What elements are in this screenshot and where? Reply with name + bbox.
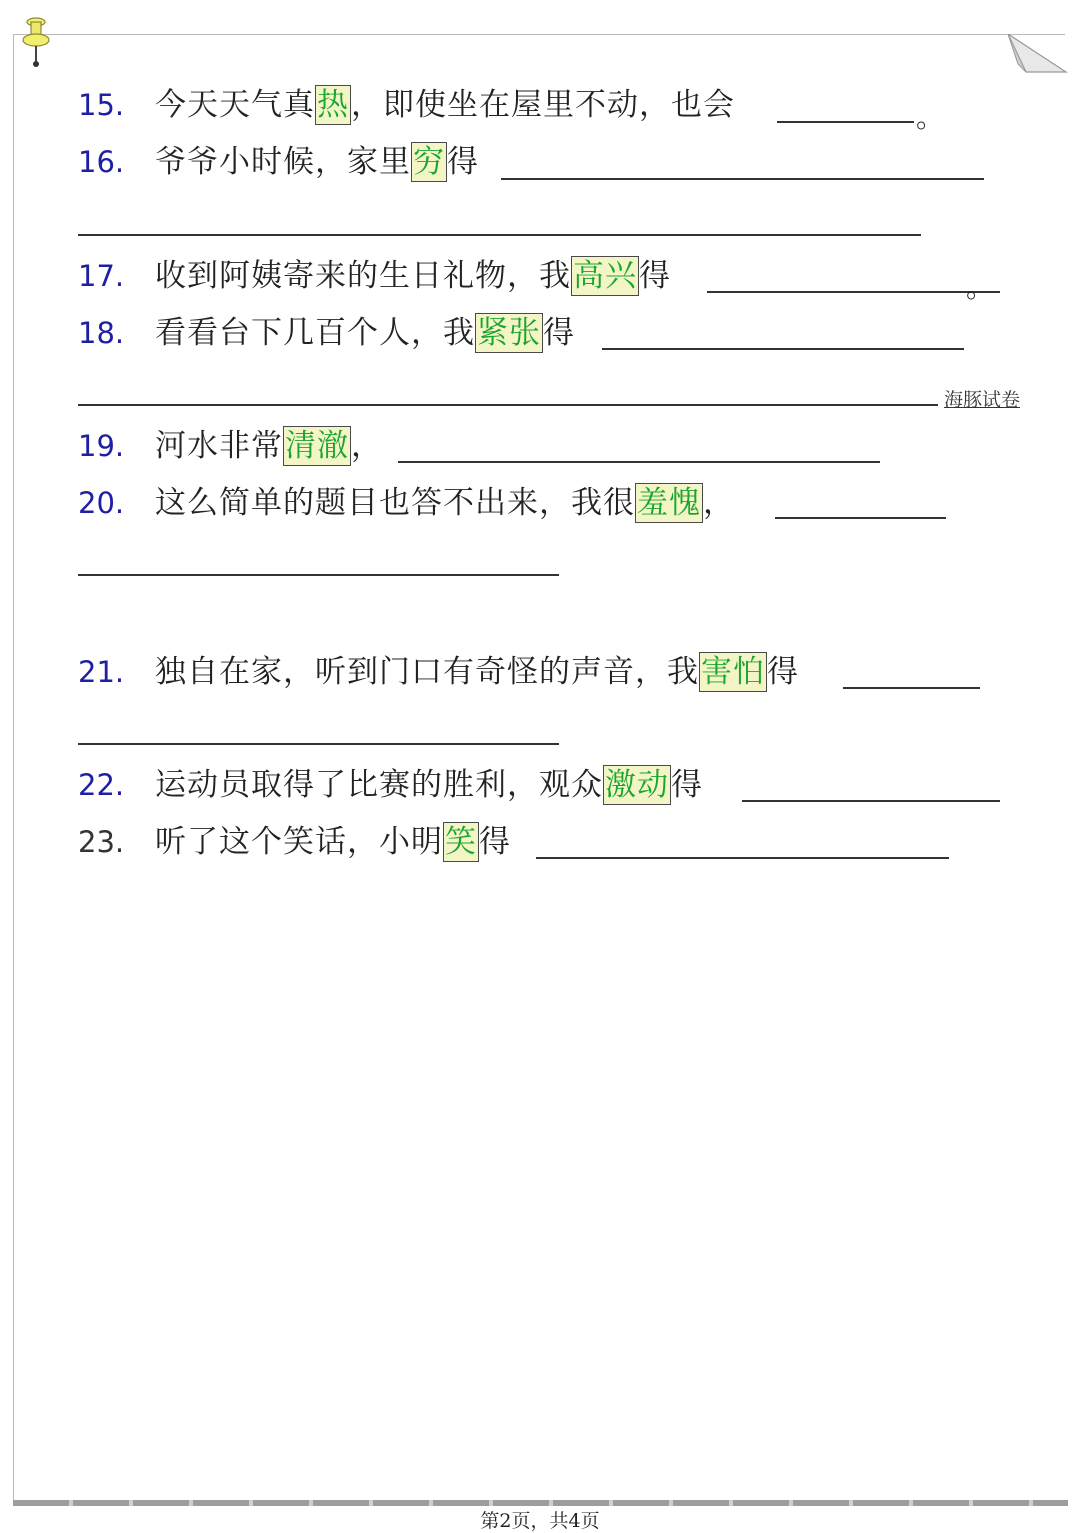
answer-blank[interactable] [775, 517, 946, 519]
question-number: 15. [78, 88, 125, 122]
question-text: 今天天气真热，即使坐在屋里不动，也会 [155, 87, 735, 123]
question-text: 运动员取得了比赛的胜利，观众激动得 [155, 767, 703, 803]
answer-blank[interactable] [78, 574, 559, 576]
question-20 [0, 480, 1080, 526]
answer-blank[interactable] [777, 121, 914, 123]
answer-blank[interactable] [78, 743, 559, 745]
answer-blank[interactable] [602, 348, 964, 350]
question-end-mark: 。 [966, 271, 995, 304]
answer-blank[interactable] [398, 461, 880, 463]
question-end-mark: 。 [916, 101, 945, 134]
question-text: 河水非常清澈， [155, 428, 383, 464]
keyword-highlight: 害怕 [701, 654, 765, 690]
question-number: 20. [78, 486, 125, 520]
keyword-highlight: 紧张 [477, 315, 541, 351]
answer-blank[interactable] [843, 687, 980, 689]
question-number: 18. [78, 316, 125, 350]
question-number: 21. [78, 655, 125, 689]
answer-blank[interactable] [707, 291, 1000, 293]
question-number: 23. [78, 825, 125, 859]
question-text: 这么简单的题目也答不出来，我很羞愧， [155, 485, 735, 521]
question-text: 爷爷小时候，家里穷得 [155, 144, 479, 180]
keyword-highlight: 羞愧 [637, 485, 701, 521]
question-number: 16. [78, 145, 125, 179]
question-number: 22. [78, 768, 125, 802]
keyword-highlight: 激动 [605, 767, 669, 803]
page-curl-icon [1008, 34, 1068, 76]
pushpin-icon [20, 16, 52, 70]
keyword-highlight: 清澈 [285, 428, 349, 464]
answer-blank[interactable] [78, 234, 921, 236]
question-text: 收到阿姨寄来的生日礼物，我高兴得 [155, 258, 671, 294]
question-text: 看看台下几百个人，我紧张得 [155, 315, 575, 351]
page-footer: 第2页，共4页 [480, 1510, 600, 1532]
question-number: 19. [78, 429, 125, 463]
answer-blank[interactable] [501, 178, 984, 180]
keyword-highlight: 热 [317, 87, 349, 123]
keyword-highlight: 笑 [445, 824, 477, 860]
question-number: 17. [78, 259, 125, 293]
question-text: 听了这个笑话，小明笑得 [155, 824, 511, 860]
answer-blank[interactable] [742, 800, 1000, 802]
question-text: 独自在家，听到门口有奇怪的声音，我害怕得 [155, 654, 799, 690]
keyword-highlight: 穷 [413, 144, 445, 180]
watermark: 海豚试卷 [944, 389, 1021, 411]
answer-blank[interactable] [536, 857, 949, 859]
answer-blank[interactable] [78, 404, 938, 406]
keyword-highlight: 高兴 [573, 258, 637, 294]
